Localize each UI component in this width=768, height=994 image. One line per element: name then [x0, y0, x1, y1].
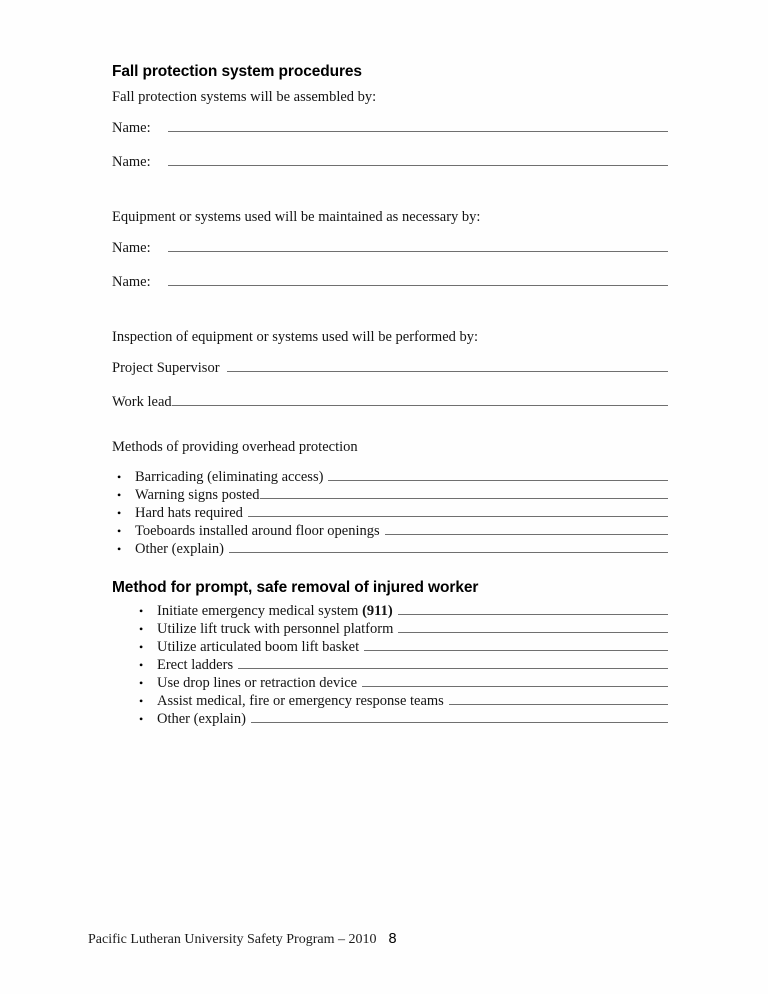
- list-item-input-rule[interactable]: [449, 692, 668, 705]
- bullet-icon: •: [117, 488, 122, 502]
- field-row: [112, 152, 668, 171]
- bullet-icon: •: [139, 712, 144, 726]
- list-item-label: Erect ladders: [157, 657, 234, 673]
- spacer: [112, 306, 668, 328]
- maintained-by-lead: Equipment or systems used will be maintained as necessary by:: [112, 209, 481, 225]
- page-title: Fall protection system procedures: [112, 63, 362, 80]
- list-item-input-rule[interactable]: [260, 486, 669, 499]
- list-item-input-rule[interactable]: [328, 468, 668, 481]
- assembled-by-lead: Fall protection systems will be assembled by:: [112, 89, 377, 105]
- name-label: Name:: [112, 120, 151, 136]
- injured-worker-removal-list: [139, 602, 668, 728]
- bullet-icon: •: [139, 640, 144, 654]
- list-item: [139, 674, 668, 692]
- name-input-rule[interactable]: [168, 272, 668, 286]
- list-item-label: Utilize articulated boom lift basket: [157, 639, 360, 655]
- list-item: [139, 638, 668, 656]
- inspection-by-lead: Inspection of equipment or systems used will be performed by:: [112, 329, 479, 345]
- list-item: [117, 486, 668, 504]
- list-item: [139, 620, 668, 638]
- bullet-icon: •: [117, 470, 122, 484]
- bullet-icon: •: [117, 506, 122, 520]
- list-item: [117, 504, 668, 522]
- list-item: [139, 602, 668, 620]
- list-item-input-rule[interactable]: [398, 602, 668, 615]
- list-item-input-rule[interactable]: [362, 674, 668, 687]
- list-item-label: Other (explain): [157, 711, 246, 727]
- bullet-icon: •: [139, 622, 144, 636]
- list-item-label: Utilize lift truck with personnel platform: [157, 621, 394, 637]
- name-input-rule[interactable]: [168, 118, 668, 132]
- page-footer: [88, 931, 397, 948]
- list-item-input-rule[interactable]: [364, 638, 668, 651]
- overhead-protection-lead: Methods of providing overhead protection: [112, 439, 358, 455]
- list-item-input-rule[interactable]: [385, 522, 668, 535]
- name-label: Name:: [112, 154, 151, 170]
- name-input-rule[interactable]: [168, 152, 668, 166]
- name-input-rule[interactable]: [168, 238, 668, 252]
- project-supervisor-input-rule[interactable]: [227, 358, 668, 372]
- work-lead-input-rule[interactable]: [172, 392, 668, 406]
- list-item-label: Use drop lines or retraction device: [157, 675, 358, 691]
- list-item-label: Hard hats required: [135, 505, 243, 521]
- name-label: Name:: [112, 274, 151, 290]
- field-row: [112, 118, 668, 137]
- list-item-input-rule[interactable]: [251, 710, 668, 723]
- bullet-icon: •: [139, 658, 144, 672]
- spacer: [112, 186, 668, 208]
- page-content: [112, 62, 668, 728]
- bullet-icon: •: [117, 542, 122, 556]
- list-item-input-rule[interactable]: [229, 540, 668, 553]
- bullet-icon: •: [139, 694, 144, 708]
- list-item: [117, 540, 668, 558]
- bullet-icon: •: [139, 676, 144, 690]
- list-item-input-rule[interactable]: [248, 504, 668, 517]
- footer-source-text: Pacific Lutheran University Safety Program – 2010: [88, 932, 377, 947]
- field-row: [112, 358, 668, 377]
- list-item-label: Barricading (eliminating access): [135, 469, 324, 485]
- list-item-label: Warning signs posted: [135, 487, 260, 503]
- list-item-label: Other (explain): [135, 541, 224, 557]
- list-item: [139, 692, 668, 710]
- list-item-input-rule[interactable]: [398, 620, 668, 633]
- list-item-input-rule[interactable]: [238, 656, 668, 669]
- list-item: [117, 522, 668, 540]
- overhead-protection-list: [117, 468, 668, 558]
- work-lead-label: Work lead: [112, 394, 172, 410]
- list-item-label: Assist medical, fire or emergency response teams: [157, 693, 444, 709]
- list-item: [139, 656, 668, 674]
- bullet-icon: •: [139, 604, 144, 618]
- list-item: [139, 710, 668, 728]
- bullet-icon: •: [117, 524, 122, 538]
- spacer: [112, 426, 668, 438]
- name-label: Name:: [112, 240, 151, 256]
- field-row: [112, 238, 668, 257]
- field-row: [112, 392, 668, 411]
- section-heading-removal: Method for prompt, safe removal of injured worker: [112, 579, 479, 596]
- field-row: [112, 272, 668, 291]
- list-item: [117, 468, 668, 486]
- emphasis-text: (911): [362, 603, 393, 619]
- list-item-label: Initiate emergency medical system (911): [157, 603, 393, 619]
- project-supervisor-label: Project Supervisor: [112, 360, 220, 376]
- list-item-label: Toeboards installed around floor openings: [135, 523, 380, 539]
- page-number: 8: [388, 931, 397, 947]
